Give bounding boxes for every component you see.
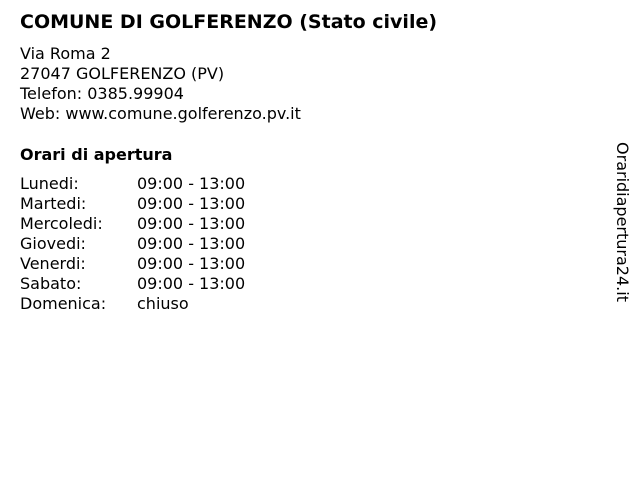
time-value: 09:00 - 13:00 bbox=[137, 254, 246, 273]
day-label: Domenica: bbox=[20, 294, 107, 313]
page-title: COMUNE DI GOLFERENZO (Stato civile) bbox=[20, 11, 438, 33]
opening-hours-heading: Orari di apertura bbox=[20, 145, 173, 164]
phone-number: Telefon: 0385.99904 bbox=[20, 84, 184, 103]
day-label: Sabato: bbox=[20, 274, 82, 293]
time-value: 09:00 - 13:00 bbox=[137, 174, 246, 193]
city-address: 27047 GOLFERENZO (PV) bbox=[20, 64, 225, 83]
day-label: Lunedi: bbox=[20, 174, 79, 193]
time-value: 09:00 - 13:00 bbox=[137, 194, 246, 213]
day-label: Martedi: bbox=[20, 194, 87, 213]
day-label: Giovedi: bbox=[20, 234, 86, 253]
website-link: Web: www.comune.golferenzo.pv.it bbox=[20, 104, 301, 123]
site-watermark: Oraridiapertura24.it bbox=[613, 142, 632, 302]
day-label: Venerdi: bbox=[20, 254, 86, 273]
time-value: 09:00 - 13:00 bbox=[137, 274, 246, 293]
time-value: chiuso bbox=[137, 294, 189, 313]
street-address: Via Roma 2 bbox=[20, 44, 111, 63]
time-value: 09:00 - 13:00 bbox=[137, 214, 246, 233]
address-block bbox=[20, 44, 301, 124]
time-value: 09:00 - 13:00 bbox=[137, 234, 246, 253]
day-label: Mercoledi: bbox=[20, 214, 103, 233]
